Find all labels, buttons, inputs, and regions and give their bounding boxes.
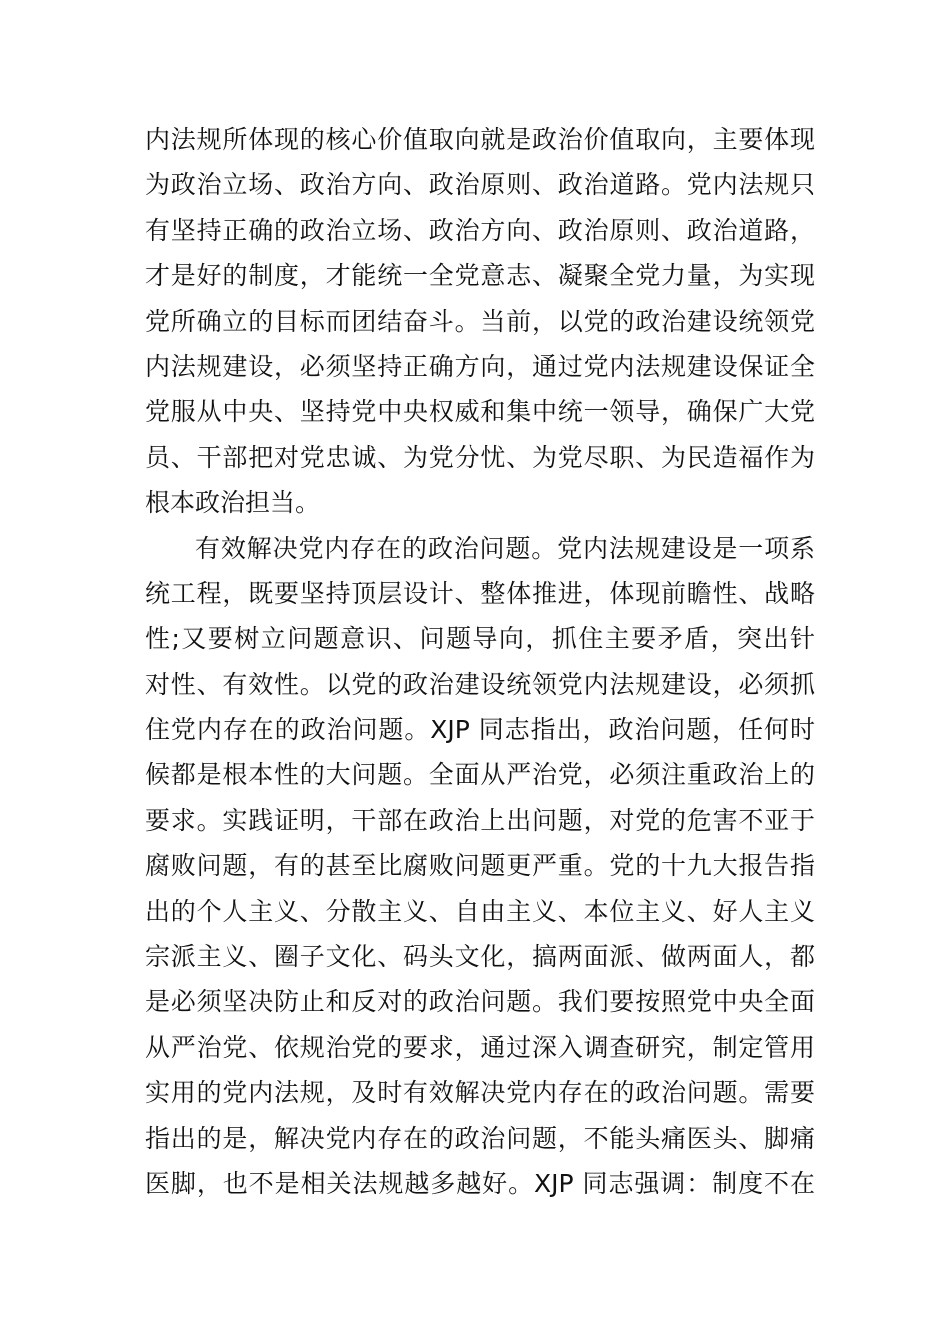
text-line: 从严治党、依规治党的要求，通过深入调查研究，制定管用	[145, 1032, 815, 1062]
text-line: 内法规建设，必须坚持正确方向，通过党内法规建设保证全	[145, 351, 815, 381]
text-line: 住党内存在的政治问题。XJP 同志指出，政治问题，任何时	[145, 715, 815, 745]
text-line: 是必须坚决防止和反对的政治问题。我们要按照党中央全面	[145, 987, 815, 1017]
text-line: 员、干部把对党忠诚、为党分忧、为党尽职、为民造福作为	[145, 442, 815, 472]
text-line: 才是好的制度，才能统一全党意志、凝聚全党力量，为实现	[145, 261, 815, 291]
text-line: 出的个人主义、分散主义、自由主义、本位主义、好人主义	[145, 896, 815, 926]
text-line: 实用的党内法规，及时有效解决党内存在的政治问题。需要	[145, 1078, 815, 1108]
text-line: 统工程，既要坚持顶层设计、整体推进，体现前瞻性、战略	[145, 578, 815, 608]
text-line: 为政治立场、政治方向、政治原则、政治道路。党内法规只	[145, 170, 815, 200]
text-line: 宗派主义、圈子文化、码头文化，搞两面派、做两面人，都	[145, 942, 815, 972]
text-line: 医脚，也不是相关法规越多越好。XJP 同志强调：制度不在	[145, 1168, 815, 1198]
text-line: 根本政治担当。	[145, 488, 321, 518]
text-line: 对性、有效性。以党的政治建设统领党内法规建设，必须抓	[145, 669, 815, 699]
text-line-first: 有效解决党内存在的政治问题。党内法规建设是一项系	[195, 533, 815, 563]
text-line: 有坚持正确的政治立场、政治方向、政治原则、政治道路，	[145, 215, 815, 245]
text-line: 指出的是，解决党内存在的政治问题，不能头痛医头、脚痛	[145, 1123, 815, 1153]
text-line: 内法规所体现的核心价值取向就是政治价值取向，主要体现	[145, 125, 815, 154]
text-line: 性;又要树立问题意识、问题导向，抓住主要矛盾，突出针	[145, 624, 815, 654]
body-text	[145, 117, 815, 1206]
text-line: 腐败问题，有的甚至比腐败问题更严重。党的十九大报告指	[145, 851, 815, 881]
text-line: 候都是根本性的大问题。全面从严治党，必须注重政治上的	[145, 760, 815, 790]
text-line: 要求。实践证明，干部在政治上出问题，对党的危害不亚于	[145, 805, 815, 835]
text-line: 党所确立的目标而团结奋斗。当前，以党的政治建设统领党	[145, 306, 815, 336]
text-line: 党服从中央、坚持党中央权威和集中统一领导，确保广大党	[145, 397, 815, 427]
